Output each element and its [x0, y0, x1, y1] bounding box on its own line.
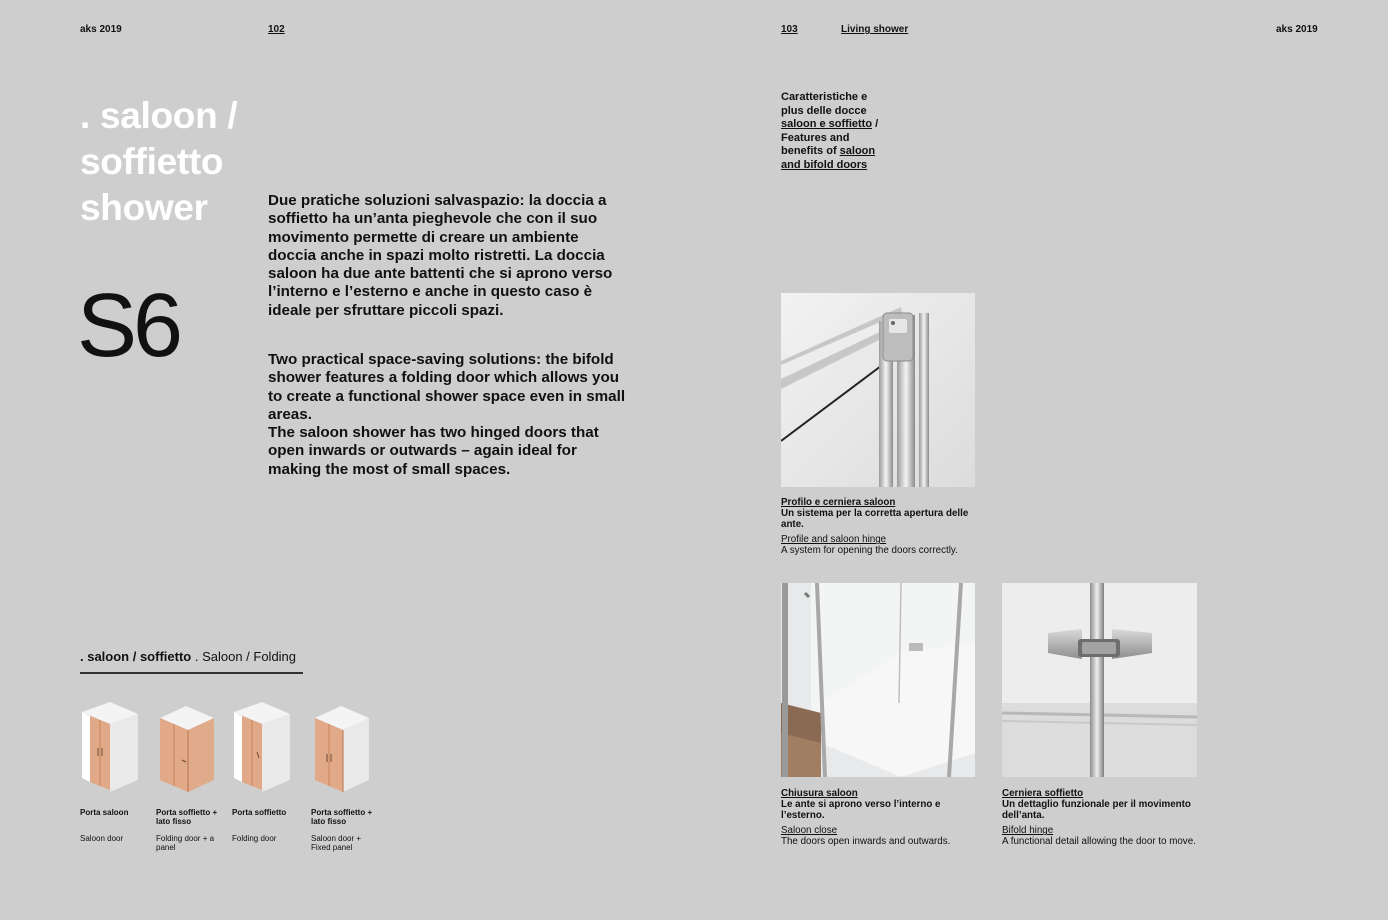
photo-saloon-close: [781, 583, 975, 777]
right-page-number: 103: [781, 24, 798, 35]
caption-photo-2: [781, 789, 981, 848]
model-name: Porta soffietto + lato fisso: [311, 808, 373, 826]
caption-photo-1: [781, 498, 981, 557]
product-code: S6: [77, 276, 180, 376]
photo-profile-hinge: [781, 293, 975, 487]
description-english: [268, 351, 628, 479]
model-item[interactable]: [311, 700, 381, 852]
features-link-1[interactable]: saloon e soffietto: [781, 118, 873, 131]
features-text-2: / Features and benefits of: [781, 118, 879, 158]
model-item[interactable]: [80, 700, 150, 843]
caption-1-title-it: Profilo e cerniera saloon: [781, 497, 896, 508]
title-line-1: . saloon /: [80, 95, 238, 136]
caption-1-desc-it: Un sistema per la corretta apertura delle ante.: [781, 507, 969, 530]
title-line-2: soffietto: [80, 141, 224, 182]
saloon-door-fixed-panel-icon: [311, 700, 373, 796]
caption-2-desc-en: The doors open inwards and outwards.: [781, 836, 951, 848]
description-english-2: The saloon shower has two hinged doors that open inwards or outwards – again ideal for making the most of small spaces.: [268, 424, 599, 478]
model-desc: Folding door: [232, 834, 277, 843]
model-desc: Saloon door: [80, 834, 124, 843]
features-heading: [781, 91, 891, 173]
section-divider: [80, 672, 303, 674]
model-desc: Saloon door + Fixed panel: [311, 834, 362, 852]
description-italian: Due pratiche soluzioni salvaspazio: la doccia a soffietto ha un’anta pieghevole che con il suo movimento permette di creare un ambiente doccia anche in spazi molto ristretti. La doccia saloon ha due ante battenti che si aprono verso l’interno e l’esterno e anche in questo caso è ideale per sfruttare piccoli spazi.: [268, 192, 613, 319]
model-name: Porta saloon: [80, 808, 129, 817]
caption-1-desc-en: A system for opening the doors correctly.: [781, 545, 958, 557]
right-section-title: Living shower: [841, 24, 909, 35]
model-name: Porta soffietto + lato fisso: [156, 808, 218, 826]
caption-2-title-it: Chiusura saloon: [781, 788, 858, 799]
folding-door-panel-icon: [156, 700, 218, 796]
features-text-1: Caratteristiche e plus delle docce: [781, 91, 868, 117]
model-desc: Folding door + a panel: [156, 834, 215, 852]
models-section-title-normal: . Saloon / Folding: [191, 649, 297, 664]
models-section-title: [80, 649, 296, 664]
left-brand: aks 2019: [80, 24, 122, 35]
caption-3-title-it: Cerniera soffietto: [1002, 788, 1084, 799]
caption-2-desc-it: Le ante si aprono verso l’interno e l’esterno.: [781, 798, 941, 821]
saloon-door-icon: [80, 700, 142, 796]
caption-3-desc-it: Un dettaglio funzionale per il movimento dell’anta.: [1002, 798, 1191, 821]
title-line-3: shower: [80, 187, 208, 228]
caption-photo-3: [1002, 789, 1212, 848]
caption-3-desc-en: A functional detail allowing the door to move.: [1002, 836, 1196, 848]
models-section-title-bold: . saloon / soffietto: [80, 649, 192, 664]
caption-3-title-en: Bifold hinge: [1002, 825, 1054, 837]
photo-bifold-hinge: [1002, 583, 1197, 777]
model-item[interactable]: [156, 700, 226, 852]
model-item[interactable]: [232, 700, 302, 843]
left-page-number: 102: [268, 24, 285, 35]
features-link-2[interactable]: saloon and bifold doors: [781, 145, 876, 171]
model-name: Porta soffietto: [232, 808, 287, 817]
caption-2-title-en: Saloon close: [781, 825, 838, 837]
description-english-1: Two practical space-saving solutions: the bifold shower features a folding door which allows you to create a functional shower space even in small areas.: [268, 351, 626, 423]
folding-door-icon: [232, 700, 294, 796]
caption-1-title-en: Profile and saloon hinge: [781, 534, 887, 546]
right-brand: aks 2019: [1276, 24, 1318, 35]
